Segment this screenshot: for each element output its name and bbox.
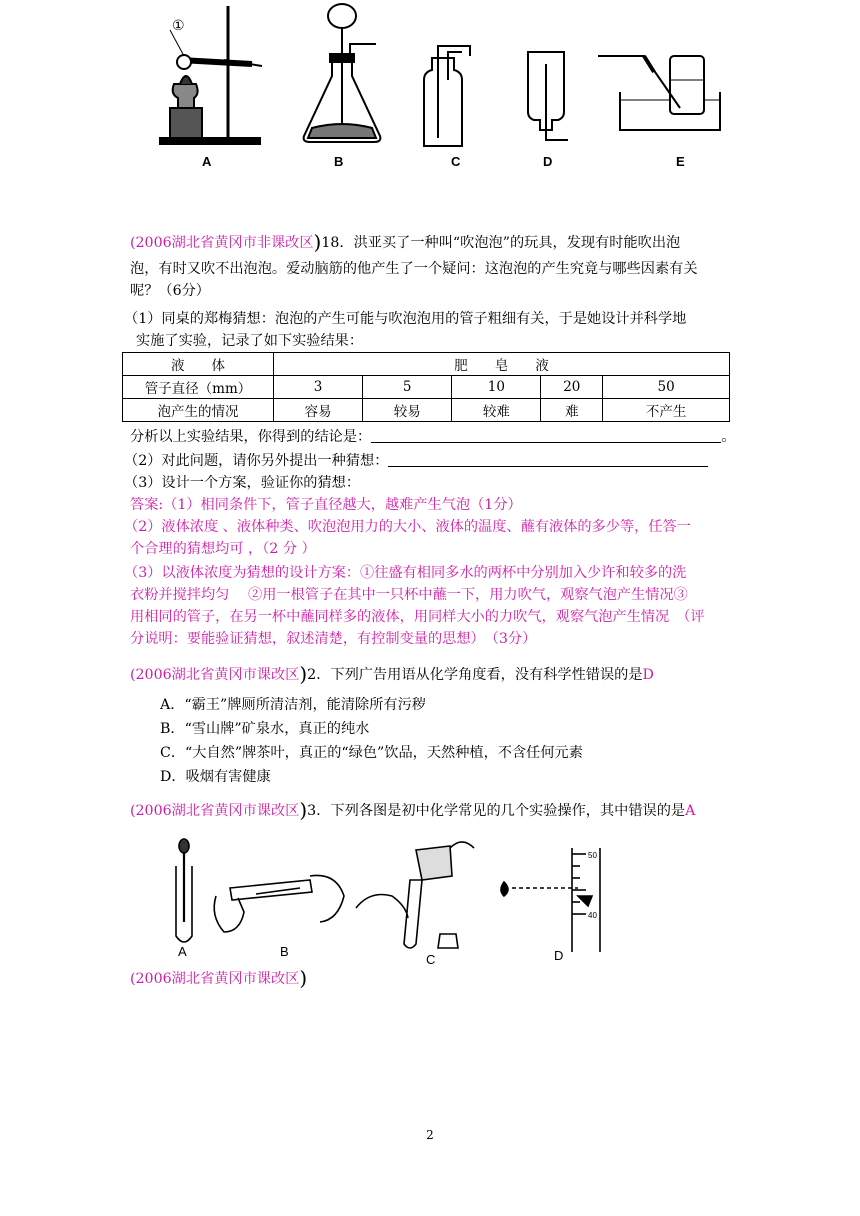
figure-label-d: D <box>543 154 553 169</box>
table-cell: 难 <box>541 399 603 422</box>
apparatus-c <box>424 46 470 146</box>
q2-stem-text: ．下列广告用语从化学角度看，没有科学性错误的是 <box>316 667 643 683</box>
table-cell: 20 <box>541 376 603 399</box>
operation-c <box>356 842 474 948</box>
table-cell: 液 体 <box>123 353 274 376</box>
operations-figure <box>160 836 620 968</box>
q18-answer3d: 分说明：要能验证猜想，叙述清楚，有控制变量的思想） （3分） <box>130 631 537 647</box>
table-cell: 较难 <box>452 399 541 422</box>
part2-prompt: （2）对此问题，请你另外提出一种猜想： <box>124 453 389 469</box>
q2-option-d: D．吸烟有害健康 <box>160 769 271 785</box>
q2-option-b: B．“雪山牌”矿泉水，真正的纯水 <box>160 721 370 737</box>
marker-1: ① <box>172 18 185 34</box>
apparatus-figure <box>140 0 720 180</box>
q18-part1-line1: （1）同桌的郑梅猜想：泡泡的产生可能与吹泡泡用的管子粗细有关，于是她设计并科学地 <box>124 311 687 327</box>
figure-label-e: E <box>676 154 685 169</box>
q18-line3: 呢？（6分） <box>130 283 210 299</box>
q3-source: (2006湖北省黄冈市课改区 <box>130 803 300 819</box>
op-label-a: A <box>178 944 187 959</box>
table-cell: 管子直径（mm） <box>123 376 274 399</box>
figure-label-a: A <box>202 154 212 169</box>
page-number: 2 <box>426 1128 434 1142</box>
q18-answer1: 答案:（1）相同条件下，管子直径越大，越难产生气泡（1分） <box>130 497 522 513</box>
apparatus-d <box>528 52 568 140</box>
q18-text1: ．洪亚买了一种叫“吹泡泡”的玩具，发现有时能吹出泡 <box>339 235 681 251</box>
figure-label-b: B <box>334 154 344 169</box>
table-cell: 容易 <box>274 399 363 422</box>
cylinder-mark-50: 50 <box>588 851 597 860</box>
q18-analysis <box>130 426 735 448</box>
q2-option-c: C．“大自然”牌茶叶，真正的“绿色”饮品，天然种植，不含任何元素 <box>160 745 583 761</box>
q2-stem: (2006湖北省黄冈市课改区)2．下列广告用语从化学角度看，没有科学性错误的是D <box>130 662 654 686</box>
op-label-c: C <box>426 952 436 967</box>
table-cell: 不产生 <box>603 399 730 422</box>
table-cell: 较易 <box>363 399 452 422</box>
q2-option-a: A．“霸王”牌厕所清洁剂，能清除所有污秽 <box>160 697 426 713</box>
operation-b <box>214 875 344 932</box>
operation-a <box>176 839 192 942</box>
q3-stem-text: ．下列各图是初中化学常见的几个实验操作，其中错误的是 <box>316 803 686 819</box>
q2-source: (2006湖北省黄冈市课改区 <box>130 667 300 683</box>
q18-part2 <box>124 450 708 472</box>
table-cell: 3 <box>274 376 363 399</box>
table-cell: 50 <box>603 376 730 399</box>
tail-source-line: (2006湖北省黄冈市课改区) <box>130 966 308 990</box>
q18-part3: （3）设计一个方案，验证你的猜想： <box>124 475 361 491</box>
q2-number: 2 <box>307 667 317 683</box>
q18-number: 18 <box>321 235 340 251</box>
apparatus-b <box>304 4 381 142</box>
table-row <box>123 376 730 399</box>
table-cell: 肥 皂 液 <box>274 353 730 376</box>
apparatus-e <box>598 56 720 130</box>
experiment-table <box>122 352 730 422</box>
q18-part1-line2: 实施了实验，记录了如下实验结果： <box>136 333 364 349</box>
tail-source: (2006湖北省黄冈市课改区 <box>130 971 300 987</box>
analysis-end: 。 <box>721 429 736 445</box>
q2-answer: D <box>642 667 654 683</box>
operation-d <box>501 848 600 952</box>
q18-answer3c: 用相同的管子，在另一杯中蘸同样多的液体，用同样大小的力吹气，观察气泡产生情况 （评 <box>130 609 705 625</box>
table-cell: 泡产生的情况 <box>123 399 274 422</box>
op-label-b: B <box>280 944 289 959</box>
q18-answer3b: 衣粉并搅拌均匀 ②用一根管子在其中一只杯中蘸一下，用力吹气，观察气泡产生情况③ <box>130 587 688 603</box>
answer-blank[interactable] <box>388 452 708 467</box>
q3-answer: A <box>685 803 696 819</box>
answer-blank[interactable] <box>371 428 721 443</box>
analysis-prompt: 分析以上实验结果，你得到的结论是： <box>130 429 372 445</box>
cylinder-mark-40: 40 <box>588 911 597 920</box>
table-row <box>123 353 730 376</box>
q18-answer2b: 个合理的猜想均可 ，（2 分 ） <box>130 541 316 557</box>
table-cell: 10 <box>452 376 541 399</box>
figure-label-c: C <box>451 154 461 169</box>
q3-stem: (2006湖北省黄冈市课改区)3．下列各图是初中化学常见的几个实验操作，其中错误的是A <box>130 798 696 822</box>
q18-answer3a: （3）以液体浓度为猜想的设计方案：①往盛有相同多水的两杯中分别加入少许和较多的洗 <box>124 565 687 581</box>
q18-line1: (2006湖北省黄冈市非课改区)18．洪亚买了一种叫“吹泡泡”的玩具，发现有时能吹出泡 <box>130 230 681 254</box>
q18-answer2a: （2）液体浓度 、液体种类、吹泡泡用力的大小、液体的温度、蘸有液体的多少等，任答一 <box>124 519 691 535</box>
q18-line2: 泡，有时又吹不出泡泡。爱动脑筋的他产生了一个疑问：这泡泡的产生究竟与哪些因素有关 <box>130 261 698 277</box>
table-cell: 5 <box>363 376 452 399</box>
table-row <box>123 399 730 422</box>
q3-number: 3 <box>307 803 317 819</box>
op-label-d: D <box>554 948 564 963</box>
q18-source: (2006湖北省黄冈市非课改区 <box>130 235 314 251</box>
